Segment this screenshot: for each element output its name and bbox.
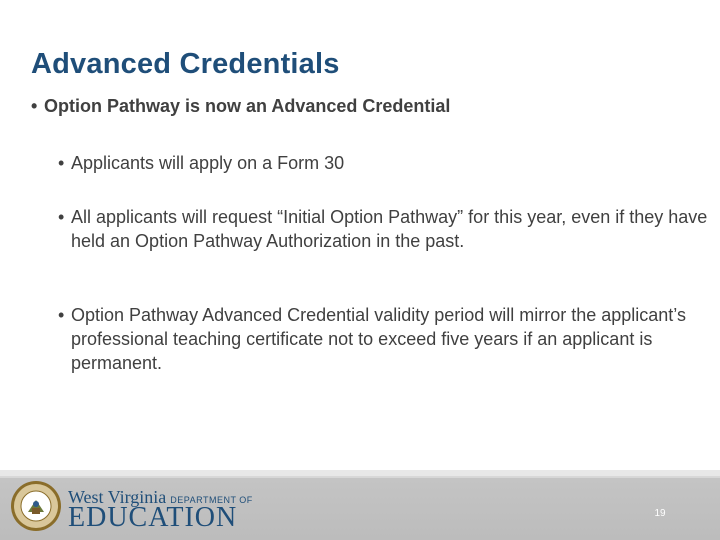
logo-education: EDUCATION xyxy=(68,502,238,533)
bullet-level1 xyxy=(31,96,691,117)
bullet-marker: • xyxy=(58,153,65,173)
bullet-level2 xyxy=(58,303,711,375)
bullet-text: All applicants will request “Initial Option Pathway” for this year, even if they have held an Option Pathway Authorization in the past. xyxy=(71,207,708,251)
logo-state-text: West Virginia xyxy=(68,487,167,507)
footer-highlight xyxy=(0,470,720,476)
bullet-level2 xyxy=(58,151,711,175)
bullet-marker: • xyxy=(31,96,38,116)
state-seal-icon xyxy=(10,480,62,532)
bullet-text: Applicants will apply on a Form 30 xyxy=(71,153,345,173)
slide-title: Advanced Credentials xyxy=(31,48,340,80)
bullet-text: Option Pathway is now an Advanced Credential xyxy=(44,96,451,116)
bullet-marker: • xyxy=(58,305,65,325)
bullet-marker: • xyxy=(58,207,65,227)
page-number: 19 xyxy=(654,508,666,519)
footer-bar xyxy=(0,470,720,540)
bullet-text: Option Pathway Advanced Credential validity period will mirror the applicant’s professional teaching certificate not to exceed five years if an applicant is permanent. xyxy=(71,305,686,373)
bullet-level2 xyxy=(58,205,711,253)
logo-dept-text: DEPARTMENT OF xyxy=(170,495,253,505)
